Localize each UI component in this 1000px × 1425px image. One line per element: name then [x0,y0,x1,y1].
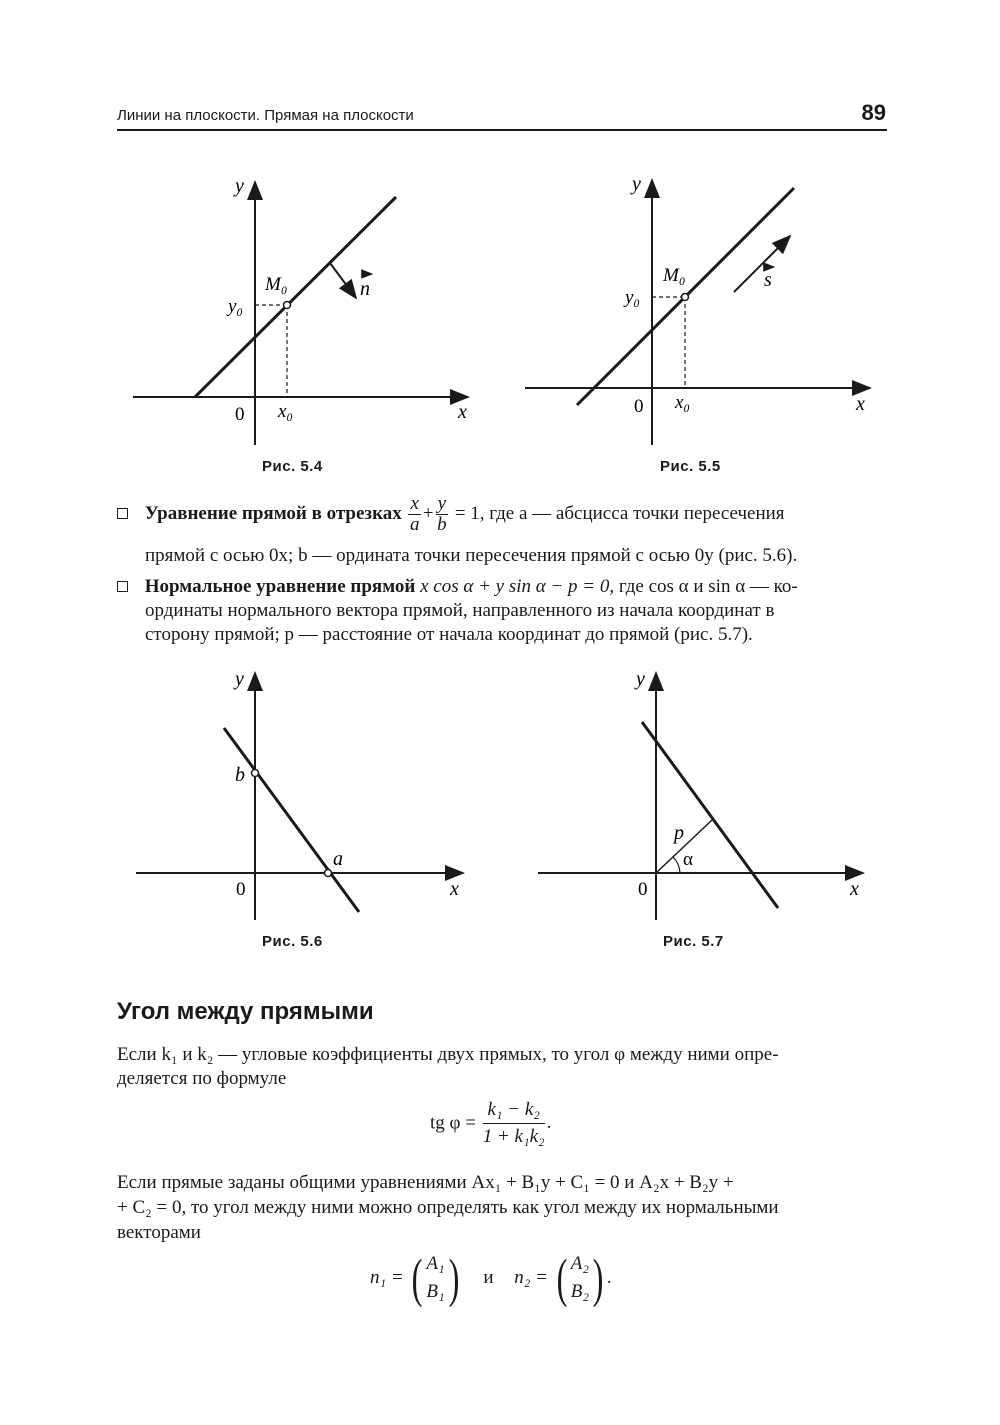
x-label: x [458,401,467,423]
point-a [325,870,332,877]
formula-tg-phi: tg φ = $\frac{\text{k₁ − k₂}}{\text{1 + k₁k₂}}$ . [430,1097,551,1150]
y-label: y [636,668,645,690]
running-header: Линии на плоскости. Прямая на плоскости [117,107,414,124]
s-label: s [764,269,772,291]
normal-vectors-formula: n₁ = ( A₁ B₁ ) и n₂ = ( A₂ B₂ ) . [370,1248,612,1308]
x-label: x [450,878,459,900]
figure-5-4 [128,170,488,455]
bullet2-text-line1: где cos α и sin α — ко- [618,576,798,597]
y-label: y [632,173,641,195]
formula-tg-fraction: $\frac{\text{k₁ − k₂}}{\text{1 + k₁k₂}}$ [482,1099,545,1147]
para2-line3: векторами [117,1222,201,1243]
bullet-marker [117,581,128,592]
bullet-normal-form [117,575,892,599]
x0-label: x₀ [278,401,294,422]
vec1-column: A₁ B₁ [426,1253,445,1302]
angle-arc [673,857,680,873]
origin-label: 0 [634,396,644,417]
y0-label: y₀ [625,287,641,308]
direction-vector [734,236,790,292]
caption-5-4: Рис. 5.4 [262,458,323,475]
alpha-label: α [683,849,693,870]
frac-x-a: $\frac{x}{a}$ [409,493,420,535]
p-label: p [674,822,684,844]
x-label: x [850,878,859,900]
m0-label: M₀ [663,265,686,286]
section-heading: Угол между прямыми [117,998,374,1025]
bullet1-text-line1: где a — абсцисса точки пересечения [489,502,785,524]
vec2-label: n₂ = [514,1267,548,1288]
vec-conjunction: и [483,1267,494,1288]
normal-vector [330,263,356,298]
figure-5-6 [128,665,488,930]
vec2-column: A₂ B₂ [570,1253,589,1302]
y0-label: y₀ [228,296,244,317]
para2-line2: + C₂ = 0, то угол между ними можно определять как угол между их нормальными [117,1197,779,1218]
vec1-label: n₁ = [370,1267,404,1288]
origin-label: 0 [638,879,648,900]
caption-5-6: Рис. 5.6 [262,933,323,950]
origin-label: 0 [235,404,245,425]
bullet1-text-line2: прямой с осью 0x; b — ордината точки пересечения прямой с осью 0y (рис. 5.6). [145,545,798,566]
figure-5-5 [520,170,880,455]
b-label: b [235,764,245,786]
para1-line2: деляется по формуле [117,1068,287,1089]
n-label: n [360,278,370,300]
term-intercept-form: Уравнение прямой в отрезках [144,502,402,524]
caption-5-7: Рис. 5.7 [663,933,724,950]
y-label: y [235,668,244,690]
term-normal-form: Нормальное уравнение прямой [144,576,416,597]
point-b [252,770,259,777]
x-label: x [856,393,865,415]
point-m0 [284,302,291,309]
point-m0 [682,294,689,301]
line [642,722,778,908]
page-number: 89 [861,100,886,125]
bullet2-text-line2: ординаты нормального вектора прямой, направленного из начала координат в [145,600,775,621]
caption-5-5: Рис. 5.5 [660,458,721,475]
header-rule [117,129,887,131]
para1-line1: Если k₁ и k₂ — угловые коэффициенты двух прямых, то угол φ между ними опре- [117,1044,779,1065]
y-label: y [235,175,244,197]
origin-label: 0 [236,879,246,900]
bullet-marker [117,508,128,519]
bullet2-text-line3: сторону прямой; p — расстояние от начала координат до прямой (рис. 5.7). [145,624,753,645]
frac-y-b: $\frac{y}{b}$ [437,493,447,535]
a-label: a [333,848,343,870]
m0-label: M₀ [265,274,288,295]
normal-formula: x cos α + y sin α − p = 0, [420,576,615,597]
figure-5-7 [530,665,890,930]
para2-line1: Если прямые заданы общими уравнениями Ax₁ + B₁y + C₁ = 0 и A₂x + B₂y + [117,1172,734,1193]
bullet-intercept-form: Уравнение прямой в отрезках $\frac{x}{a}$ + $\frac{y}{b}$ = 1, где a — абсцисса точки пересечения [117,494,892,535]
x0-label: x₀ [675,392,691,413]
